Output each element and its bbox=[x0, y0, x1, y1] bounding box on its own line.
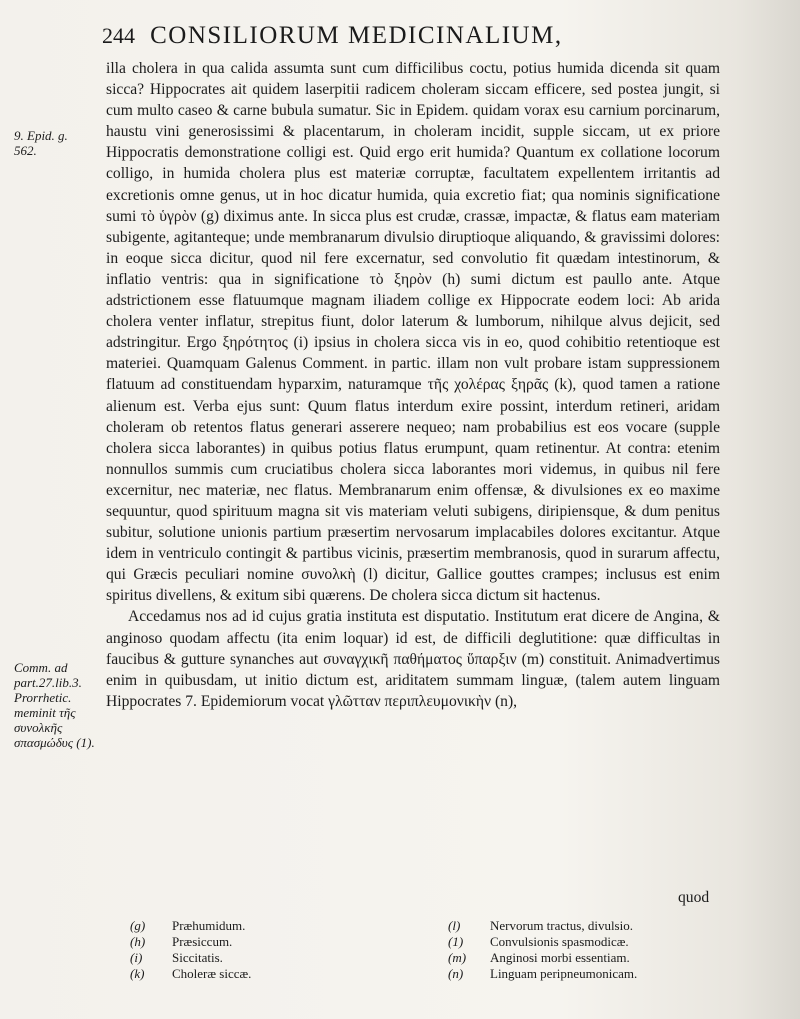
paragraph: illa cholera in qua calida assumta sunt cum difficilibus coctu, potius humida dicenda sit quam sicca? Hippocrates ait quidem laserpitii radicem choleram siccam efficere, sed postea jungit, si cum multo caseo & carne bubula sumatur. Sic in Epidem. quidam vorax esu carnium porcinarum, haustu vini generosissimi & placentarum, in choleram incidit, supple siccam, ut ex priore Hippocratis demonstratione colligi est. Quid ergo erit humida? Quantum ex collatione locorum colligo, in humida cholera plus est materiæ corruptæ, facultatem expellentem irritantis ad excretionis omne genus, ut in hoc dicatur humida, quia excretio fiat; qua nominis significatione sumi τὸ ὑγρὸν (g) diximus ante. In sicca plus est crudæ, crassæ, impactæ, & flatus eam materiam subigente, agitanteque; unde membranarum divulsio diruptioque aliquando, & gravissimi dolores: in eoque sicca dicitur, quod nil fere excernatur, sed convolutio fit quædam intestinorum, & inflatio ventris: qua in significatione τὸ ξηρὸν (h) sumi dictum est paullo ante. Atque adstrictionem esse flatuumque magnam iliadem collige ex Hippocrate eodem loci: Ab arida cholera venter inflatur, strepitus fiunt, dolor laterum & lumborum, nihilque alvus dejicit, sed adstringitur. Ergo ξηρότητος (i) ipsius in cholera sicca vis in eo, quod cohibitio retentioque est materiei. Quamquam Galenus Comment. in partic. illam non vult probare istam suppressionem flatuum ad constituendam hyparxim, naturamque τῆς χολέρας ξηρᾶς (k), quod tamen a ratione alienum est. Verba ejus sunt: Quum flatus interdum exire possint, interdum retineri, aridam choleram ob retentos flatus generari asserere nequeo; nam probabilius est eos vocare (supple cholera sicca laborantes) in quibus potius flatus erumpunt, quam retinentur. At contra: etenim nonnullos summis cum cruciatibus cholera sicca laborantes mori videmus, in quibus nil fere excernitur, nec materiæ, nec flatus. Membranarum enim offensæ, & divulsiones ex eo maxime sequuntur, quod spirituum magna sit vis materiam veluti subigens, diripiensque, & dum penitus subitur, solutione unionis partium præsertim nervosarum implacabiles dolores excitantur. Atque idem in ventriculo contingit & partibus vicinis, præsertim membranosis, quod in surarum affectu, qui Græcis peculiari nomine συνολκὴ (l) dicitur, Gallice gouttes crampes; inclusus est enim spiritus divellens, & exitum sibi quærens. De cholera sicca dictum sit hactenus. bbox=[106, 60, 720, 605]
footnote-text: Choleræ siccæ. bbox=[172, 966, 252, 981]
footnote bbox=[448, 934, 738, 950]
margin-note-comm: Comm. ad part.27.lib.3. Prorrhetic. meminit τῆς συνολκῆς σπασμώδυς (1). bbox=[14, 660, 95, 750]
footnote-text: Anginosi morbi essentiam. bbox=[490, 950, 630, 965]
footnote bbox=[130, 934, 420, 950]
footnote-marker: (l) bbox=[448, 918, 461, 933]
running-title: CONSILIORUM MEDICINALIUM, bbox=[150, 22, 563, 49]
main-text bbox=[106, 58, 720, 712]
footnote-marker: (1) bbox=[448, 934, 464, 949]
footnote-marker: (n) bbox=[448, 966, 464, 981]
footnote-text: Convulsionis spasmodicæ. bbox=[490, 934, 629, 949]
footnote-text: Siccitatis. bbox=[172, 950, 223, 965]
paragraph: Accedamus nos ad id cujus gratia instituta est disputatio. Institutum erat dicere de Angina, & anginoso quodam affectu (ita enim loquar) id est, de difficili deglutitione: quæ difficultas in faucibus & gutture synanches aut συναγχικῆ παθήματος ὕπαρξιν (m) constituit. Animadvertimus enim in quibusdam, ut initio dictum est, ariditatem summam linguæ, (talem autem linguam Hippocrates 7. Epidemiorum vocat γλῶτταν περιπλευμονικὴν (n), bbox=[106, 608, 720, 710]
catchword: quod bbox=[678, 889, 710, 906]
footnote-text: Linguam peripneumonicam. bbox=[490, 966, 638, 981]
footnote-marker: (g) bbox=[130, 918, 146, 933]
footnote bbox=[130, 966, 420, 982]
footnote-text: Præhumidum. bbox=[172, 918, 246, 933]
footnote-marker: (m) bbox=[448, 950, 467, 965]
footnote bbox=[130, 918, 420, 934]
footnote-text: Nervorum tractus, divulsio. bbox=[490, 918, 633, 933]
footnotes-right-column bbox=[448, 918, 738, 982]
footnote-marker: (i) bbox=[130, 950, 143, 965]
footnote bbox=[448, 966, 738, 982]
footnote bbox=[448, 950, 738, 966]
footnote bbox=[448, 918, 738, 934]
page-header bbox=[102, 22, 702, 54]
page-number: 244 bbox=[102, 23, 135, 48]
footnote-text: Præsiccum. bbox=[172, 934, 233, 949]
margin-note-epid: 9. Epid. g. 562. bbox=[14, 128, 68, 158]
footnote-marker: (k) bbox=[130, 966, 145, 981]
footnotes-left-column bbox=[130, 918, 420, 982]
footnote bbox=[130, 950, 420, 966]
footnote-marker: (h) bbox=[130, 934, 146, 949]
